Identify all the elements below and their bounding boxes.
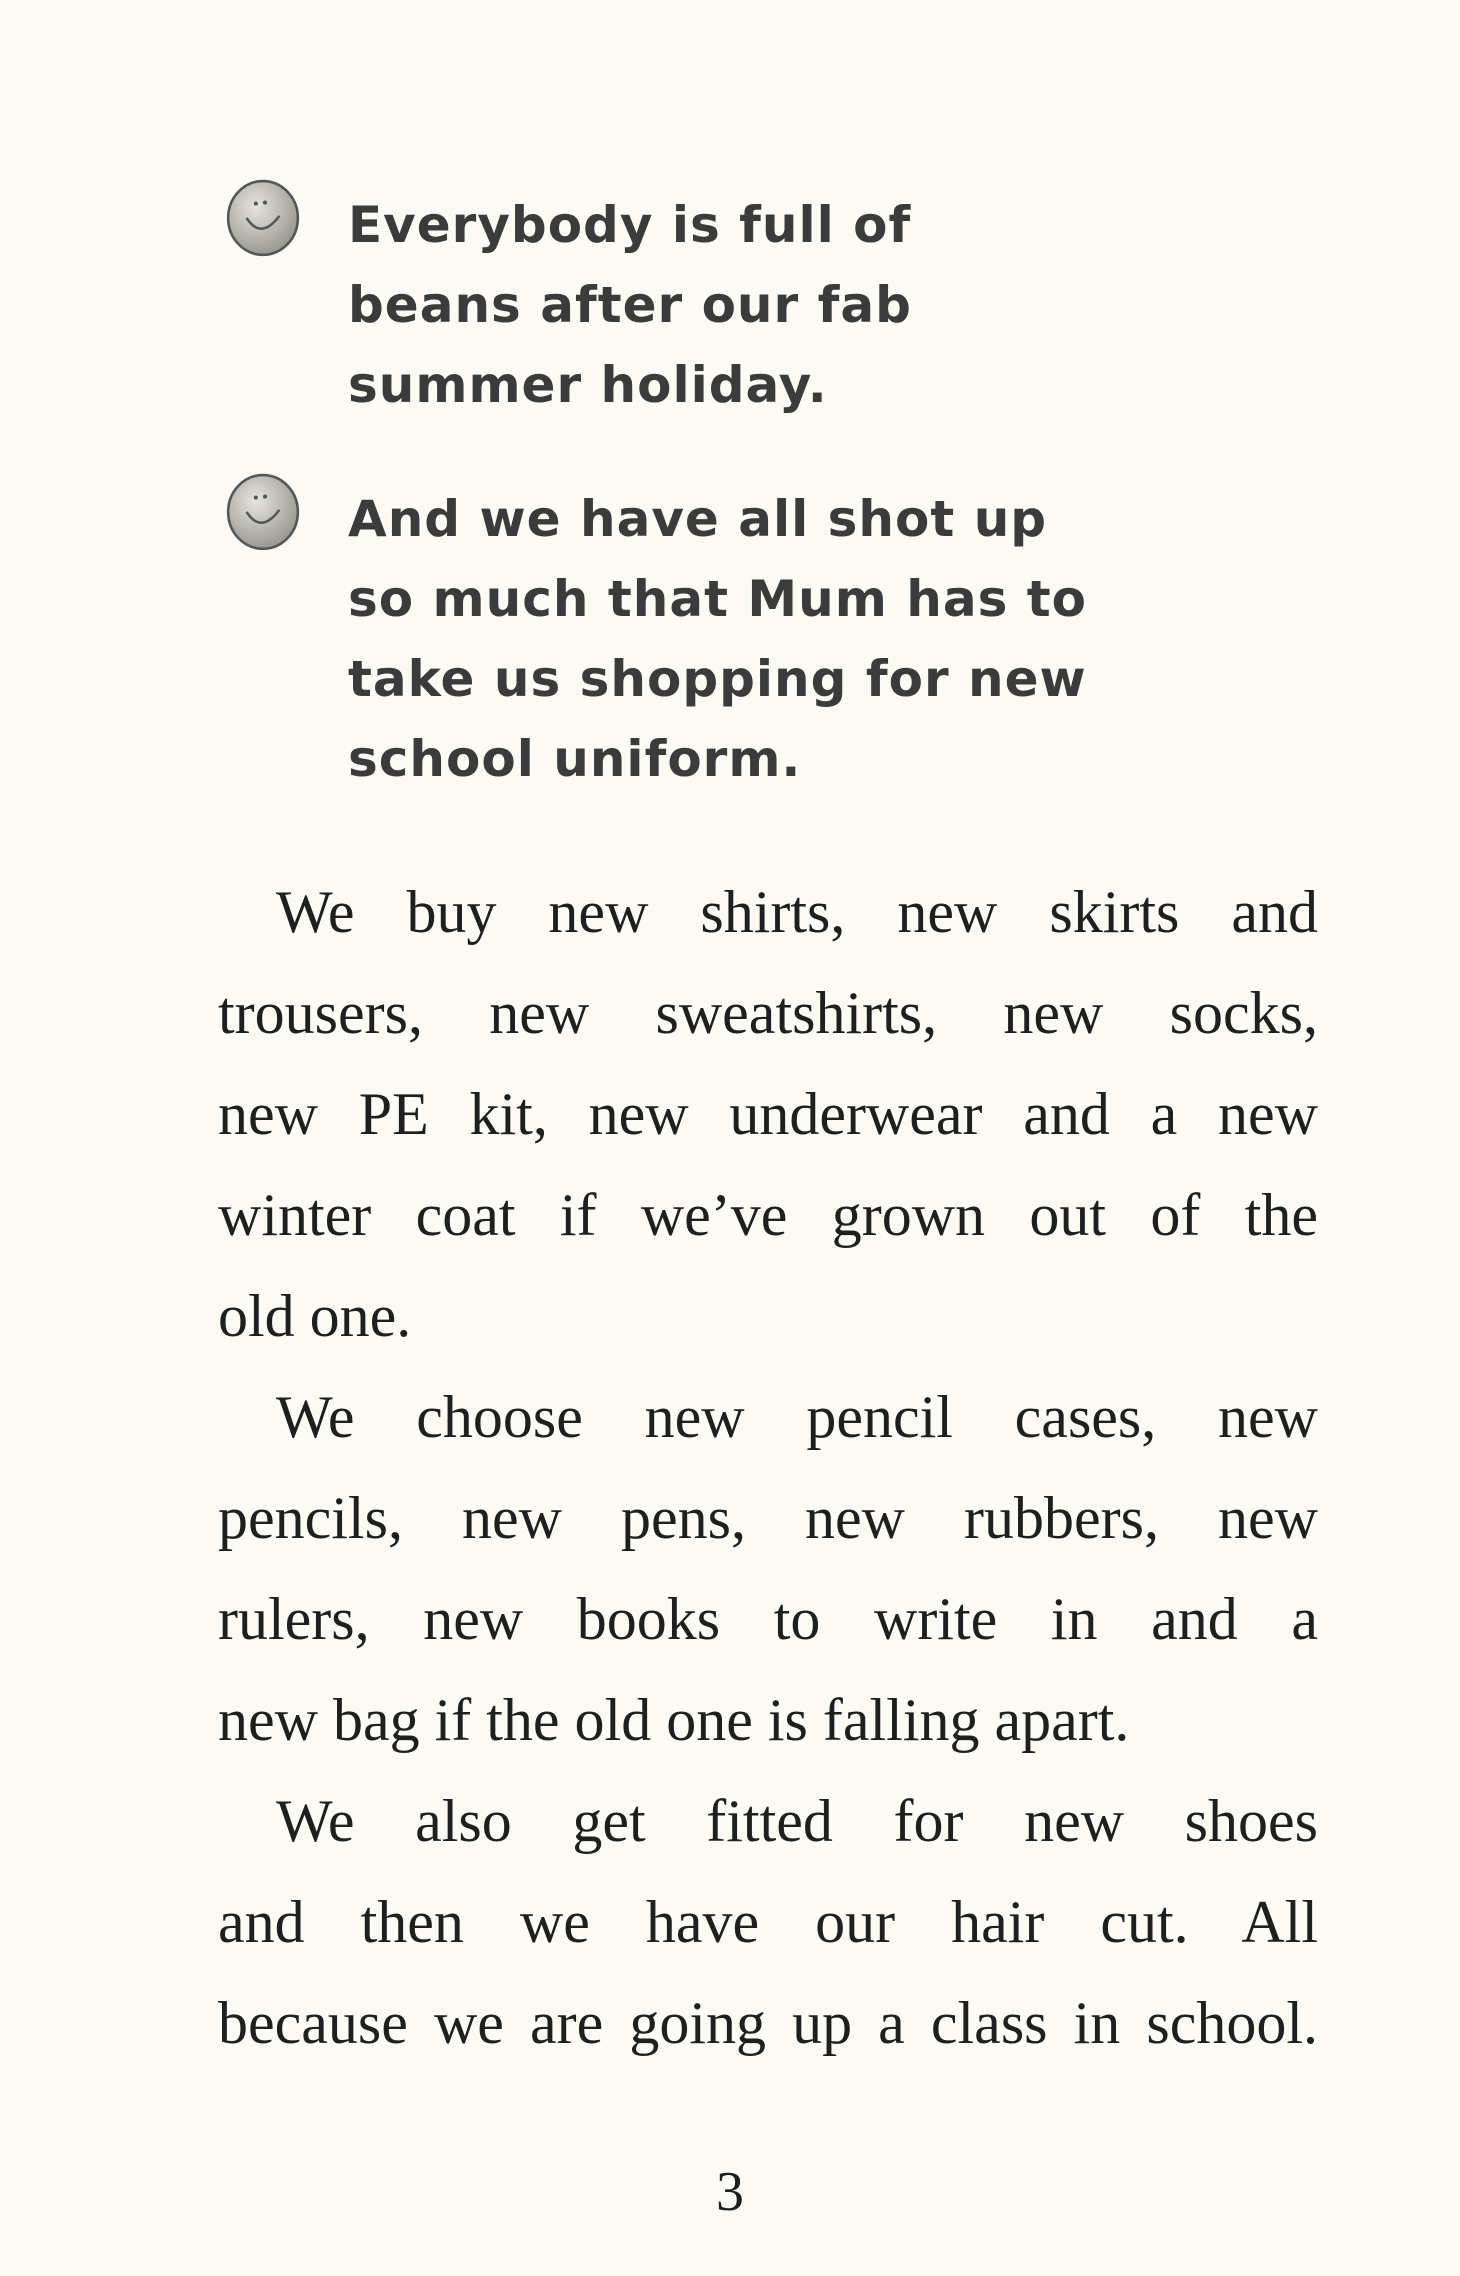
text-line: Everybody is full of xyxy=(348,196,912,254)
paragraph xyxy=(218,1367,1318,1771)
text-line: pencils, new pens, new rubbers, new xyxy=(218,1485,1318,1551)
bullet-text xyxy=(348,479,1087,799)
text-line: We buy new shirts, new skirts and xyxy=(276,879,1318,945)
smiley-face-icon xyxy=(222,179,304,261)
text-line: new PE kit, new underwear and a new xyxy=(218,1081,1318,1147)
text-line: winter coat if we’ve grown out of the xyxy=(218,1182,1318,1248)
page-number: 3 xyxy=(716,2161,744,2223)
text-line: school uniform. xyxy=(348,730,802,788)
text-line: beans after our fab xyxy=(348,276,912,334)
text-line: We choose new pencil cases, new xyxy=(276,1384,1318,1450)
body-text xyxy=(218,862,1318,2074)
text-line: trousers, new sweatshirts, new socks, xyxy=(218,980,1318,1046)
text-line: rulers, new books to write in and a xyxy=(218,1586,1318,1652)
paragraph xyxy=(218,862,1318,1367)
paragraph xyxy=(218,1771,1318,2074)
text-line: and then we have our hair cut. All xyxy=(218,1889,1318,1955)
smiley-face-icon xyxy=(222,473,304,555)
text-line: because we are going up a class in school. xyxy=(218,1990,1318,2056)
text-line: And we have all shot up xyxy=(348,490,1048,548)
text-line: so much that Mum has to xyxy=(348,570,1088,628)
text-line: old one. xyxy=(218,1283,412,1349)
text-line: new bag if the old one is falling apart. xyxy=(218,1687,1130,1753)
text-line: summer holiday. xyxy=(348,356,828,414)
text-line: We also get fitted for new shoes xyxy=(276,1788,1318,1854)
bullet-text xyxy=(348,185,912,425)
text-line: take us shopping for new xyxy=(348,650,1087,708)
